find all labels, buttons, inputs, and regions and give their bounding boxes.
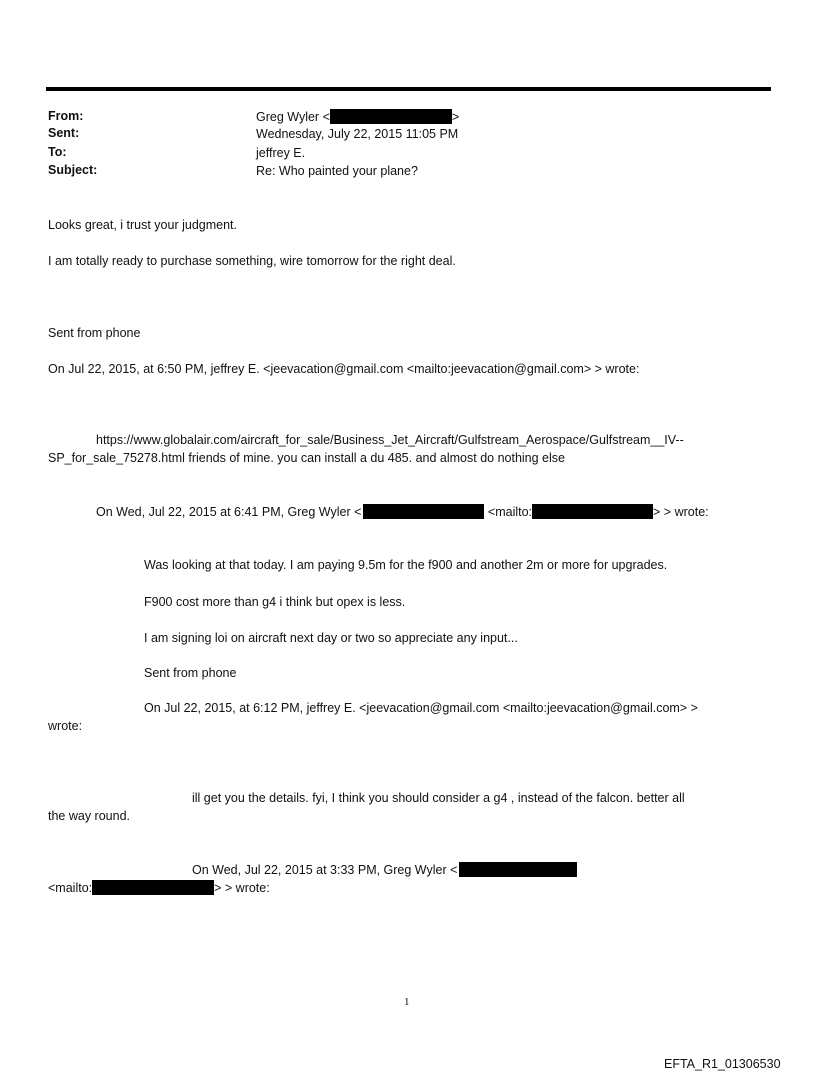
subject-label: Subject: [48, 163, 98, 177]
quoted-signature: Sent from phone [144, 666, 237, 680]
nested-quote-line-continued: the way round. [48, 809, 130, 823]
quoted-line: Was looking at that today. I am paying 9.5m for the f900 and another 2m or more for upgrades. [144, 558, 668, 572]
quoted-reply-header: On Jul 22, 2015, at 6:12 PM, jeffrey E. <jeevacation@gmail.com <mailto:jeevacation@gmail.com> > [144, 701, 698, 715]
quoted-line: F900 cost more than g4 i think but opex is less. [144, 595, 406, 609]
redaction-box [363, 504, 484, 519]
quoted-reply-header-continued: wrote: [48, 719, 83, 733]
from-close: > [451, 110, 460, 124]
document-id: EFTA_R1_01306530 [664, 1057, 781, 1071]
sent-label: Sent: [48, 126, 80, 140]
from-value [256, 109, 459, 125]
mailto-text: <mailto: [487, 505, 533, 519]
nested-quote-header [192, 862, 577, 878]
redaction-box [532, 504, 653, 519]
redaction-box [459, 862, 577, 877]
nested-quote-end: > > wrote: [214, 881, 270, 895]
redaction-box [92, 880, 214, 895]
from-label: From: [48, 109, 84, 123]
nested-quote-mailto [48, 880, 270, 896]
nested-quote-header-text: On Wed, Jul 22, 2015 at 3:33 PM, Greg Wyler < [192, 863, 458, 877]
quoted-line: I am signing loi on aircraft next day or two so appreciate any input... [144, 631, 518, 645]
mailto-text: <mailto: [48, 881, 93, 895]
listing-link[interactable]: https://www.globalair.com/aircraft_for_sale/Business_Jet_Aircraft/Gulfstream_Aerospace/Gulfstream__IV-- [96, 433, 684, 447]
quote-header [96, 504, 709, 520]
top-rule [46, 87, 771, 91]
to-label: To: [48, 145, 67, 159]
page-number: 1 [404, 996, 410, 1008]
nested-quote-line: ill get you the details. fyi, I think you should consider a g4 , instead of the falcon. better all [192, 791, 685, 805]
subject-value: Re: Who painted your plane? [256, 164, 418, 178]
redaction-box [330, 109, 452, 124]
quote-header-text: On Wed, Jul 22, 2015 at 6:41 PM, Greg Wyler < [96, 505, 362, 519]
quote-header-end: > > wrote: [653, 505, 709, 519]
body-line: I am totally ready to purchase something, wire tomorrow for the right deal. [48, 254, 456, 268]
signature-line: Sent from phone [48, 326, 141, 340]
reply-header: On Jul 22, 2015, at 6:50 PM, jeffrey E. <jeevacation@gmail.com <mailto:jeevacation@gmail.com> > wrote: [48, 362, 640, 376]
listing-link-continued: SP_for_sale_75278.html friends of mine. you can install a du 485. and almost do nothing else [48, 451, 565, 465]
from-name: Greg Wyler < [256, 110, 330, 124]
sent-value: Wednesday, July 22, 2015 11:05 PM [256, 127, 459, 141]
to-value: jeffrey E. [256, 146, 306, 160]
body-line: Looks great, i trust your judgment. [48, 218, 237, 232]
